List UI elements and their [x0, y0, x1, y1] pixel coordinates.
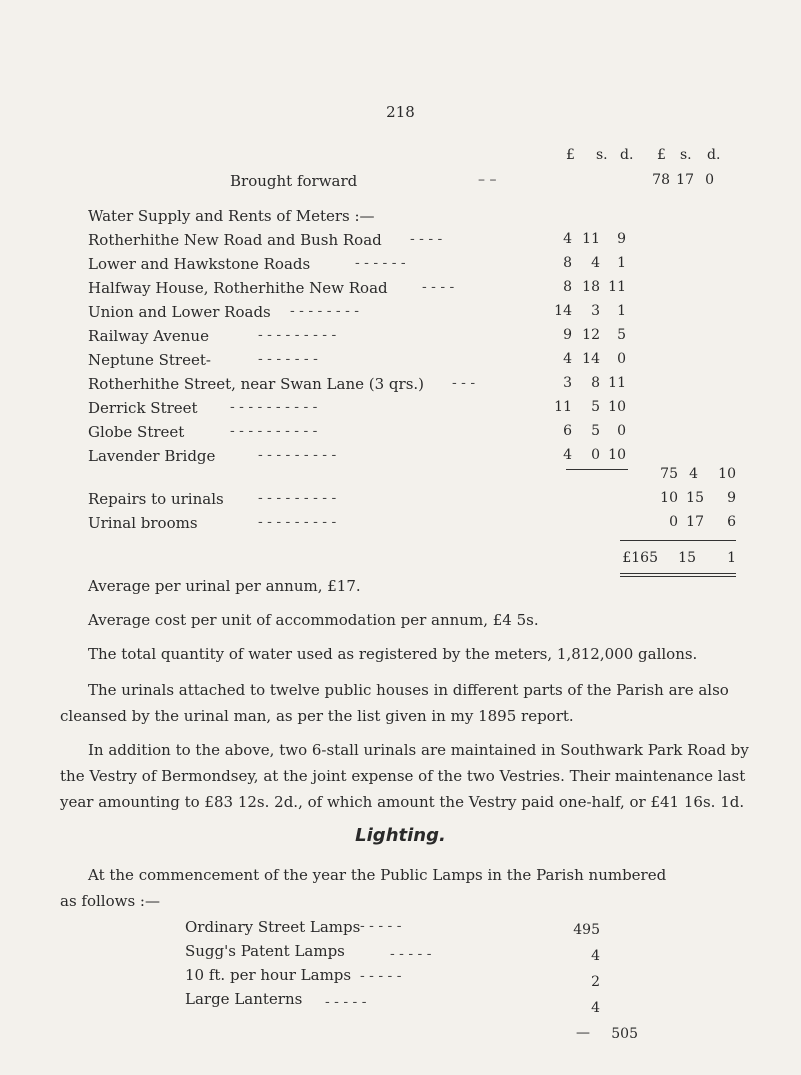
lamps-total: 505: [611, 1026, 638, 1042]
brooms-dots: - - - - - - - - -: [258, 514, 337, 530]
water-row-dots: - - - - - -: [355, 255, 406, 271]
water-row-label: Globe Street: [88, 423, 185, 441]
lamp-item-value: 2: [591, 974, 600, 990]
water-row-dots: - - -: [452, 375, 476, 391]
water-row-pence: 10: [608, 447, 626, 463]
brought-forward-dashes: – –: [478, 172, 497, 188]
water-row-label: Union and Lower Roads: [88, 303, 271, 321]
water-row-shillings: 5: [591, 399, 600, 415]
water-row-pence: 11: [608, 279, 626, 295]
water-row-pence: 5: [617, 327, 626, 343]
water-row-pence: 0: [617, 351, 626, 367]
water-row-pounds: 11: [554, 399, 572, 415]
urinals-paragraph-line-1: The urinals attached to twelve public houses in different parts of the Parish are also: [88, 681, 729, 699]
water-row-pence: 1: [617, 255, 626, 271]
lighting-intro-line-1: At the commencement of the year the Public Lamps in the Parish numbered: [88, 866, 667, 884]
water-row-pence: 9: [617, 231, 626, 247]
repairs-pence: 9: [727, 490, 736, 506]
lamp-item-value: 4: [591, 948, 600, 964]
water-row-pounds: 6: [563, 423, 572, 439]
water-row-label: Lavender Bridge: [88, 447, 216, 465]
water-row-pence: 1: [617, 303, 626, 319]
water-row-dots: - - - - - - - -: [290, 303, 359, 319]
water-row-pounds: 8: [563, 255, 572, 271]
water-row-pounds: 14: [554, 303, 572, 319]
water-row-pounds: 9: [563, 327, 572, 343]
urinals-paragraph-line-2: cleansed by the urinal man, as per the list given in my 1895 report.: [60, 707, 574, 725]
lamp-item-value: 495: [573, 922, 600, 938]
water-row-dots: - - - - - - - - - -: [230, 423, 318, 439]
average-per-annum: Average per urinal per annum, £17.: [88, 577, 361, 595]
water-row-shillings: 12: [582, 327, 600, 343]
water-row-dots: - - - -: [422, 279, 455, 295]
water-row-label: Rotherhithe New Road and Bush Road: [88, 231, 382, 249]
water-row-pounds: 8: [563, 279, 572, 295]
water-supply-heading: Water Supply and Rents of Meters :—: [88, 207, 375, 225]
brooms-shillings: 17: [686, 514, 704, 530]
repairs-dots: - - - - - - - - -: [258, 490, 337, 506]
water-row-dots: - - - - - - -: [258, 351, 318, 367]
header-pence-2: d.: [707, 147, 721, 163]
header-pence-1: d.: [620, 147, 634, 163]
water-row-dots: - - - - - - - - -: [258, 327, 337, 343]
total-rule: [620, 540, 736, 541]
page-number: 218: [386, 103, 415, 121]
lamp-item-dots: - - - - -: [360, 968, 402, 984]
brooms-label: Urinal brooms: [88, 514, 198, 532]
total-double-rule-bottom: [620, 576, 736, 577]
lighting-heading: Lighting.: [355, 825, 446, 846]
repairs-label: Repairs to urinals: [88, 490, 224, 508]
water-row-pounds: 4: [563, 447, 572, 463]
lamp-item-label: 10 ft. per hour Lamps: [185, 966, 352, 984]
lighting-intro-line-2: as follows :—: [60, 892, 160, 910]
water-row-label: Derrick Street: [88, 399, 198, 417]
brooms-pence: 6: [727, 514, 736, 530]
addition-paragraph-line-1: In addition to the above, two 6-stall urinals are maintained in Southwark Park Road by: [88, 741, 749, 759]
water-row-dots: - - - -: [410, 231, 443, 247]
water-row-pence: 10: [608, 399, 626, 415]
repairs-pounds: 10: [660, 490, 678, 506]
brought-forward-pounds: 78: [652, 172, 670, 188]
header-shillings-1: s.: [596, 147, 608, 163]
water-row-shillings: 0: [591, 447, 600, 463]
repairs-shillings: 15: [686, 490, 704, 506]
water-row-shillings: 14: [582, 351, 600, 367]
water-row-shillings: 18: [582, 279, 600, 295]
lamp-item-dots: - - - - -: [360, 918, 402, 934]
total-pounds: £165: [622, 550, 658, 566]
lamp-item-label: Large Lanterns: [185, 990, 303, 1008]
water-row-shillings: 4: [591, 255, 600, 271]
water-row-pounds: 4: [563, 351, 572, 367]
addition-paragraph-line-2: the Vestry of Bermondsey, at the joint expense of the two Vestries. Their maintenance last: [60, 767, 746, 785]
water-quantity-paragraph: The total quantity of water used as registered by the meters, 1,812,000 gallons.: [88, 645, 698, 663]
addition-paragraph-line-3: year amounting to £83 12s. 2d., of which amount the Vestry paid one-half, or £41 16s. 1d.: [60, 793, 745, 811]
water-row-label: Railway Avenue: [88, 327, 209, 345]
header-shillings-2: s.: [680, 147, 692, 163]
water-row-dots: - - - - - - - - - -: [230, 399, 318, 415]
water-row-pence: 0: [617, 423, 626, 439]
brought-forward-pence: 0: [705, 172, 714, 188]
brought-forward-shillings: 17: [676, 172, 694, 188]
water-subtotal-pounds: 75: [660, 466, 678, 482]
water-row-pounds: 3: [563, 375, 572, 391]
lamp-item-value: 4: [591, 1000, 600, 1016]
water-row-label: Rotherhithe Street, near Swan Lane (3 qrs.): [88, 375, 425, 393]
subtotal-rule: [566, 469, 628, 470]
avg-cost-paragraph: Average cost per unit of accommodation per annum, £4 5s.: [88, 611, 539, 629]
water-row-shillings: 3: [591, 303, 600, 319]
lamp-item-dots: - - - - -: [390, 946, 432, 962]
water-row-label: Lower and Hawkstone Roads: [88, 255, 311, 273]
water-subtotal-shillings: 4: [689, 466, 698, 482]
water-row-label: Halfway House, Rotherhithe New Road: [88, 279, 388, 297]
lamps-total-dash: —: [576, 1025, 590, 1041]
total-shillings: 15: [678, 550, 696, 566]
total-double-rule-top: [620, 573, 736, 574]
water-row-pence: 11: [608, 375, 626, 391]
lamp-item-dots: - - - - -: [325, 994, 367, 1010]
water-row-shillings: 5: [591, 423, 600, 439]
brooms-pounds: 0: [669, 514, 678, 530]
lamp-item-label: Ordinary Street Lamps: [185, 918, 361, 936]
lamp-item-label: Sugg's Patent Lamps: [185, 942, 345, 960]
brought-forward-label: Brought forward: [230, 172, 358, 190]
water-row-label: Neptune Street-: [88, 351, 211, 369]
header-pound-1: £: [566, 147, 575, 163]
water-row-shillings: 8: [591, 375, 600, 391]
water-subtotal-pence: 10: [718, 466, 736, 482]
water-row-pounds: 4: [563, 231, 572, 247]
header-pound-2: £: [657, 147, 666, 163]
water-row-dots: - - - - - - - - -: [258, 447, 337, 463]
total-pence: 1: [727, 550, 736, 566]
water-row-shillings: 11: [582, 231, 600, 247]
